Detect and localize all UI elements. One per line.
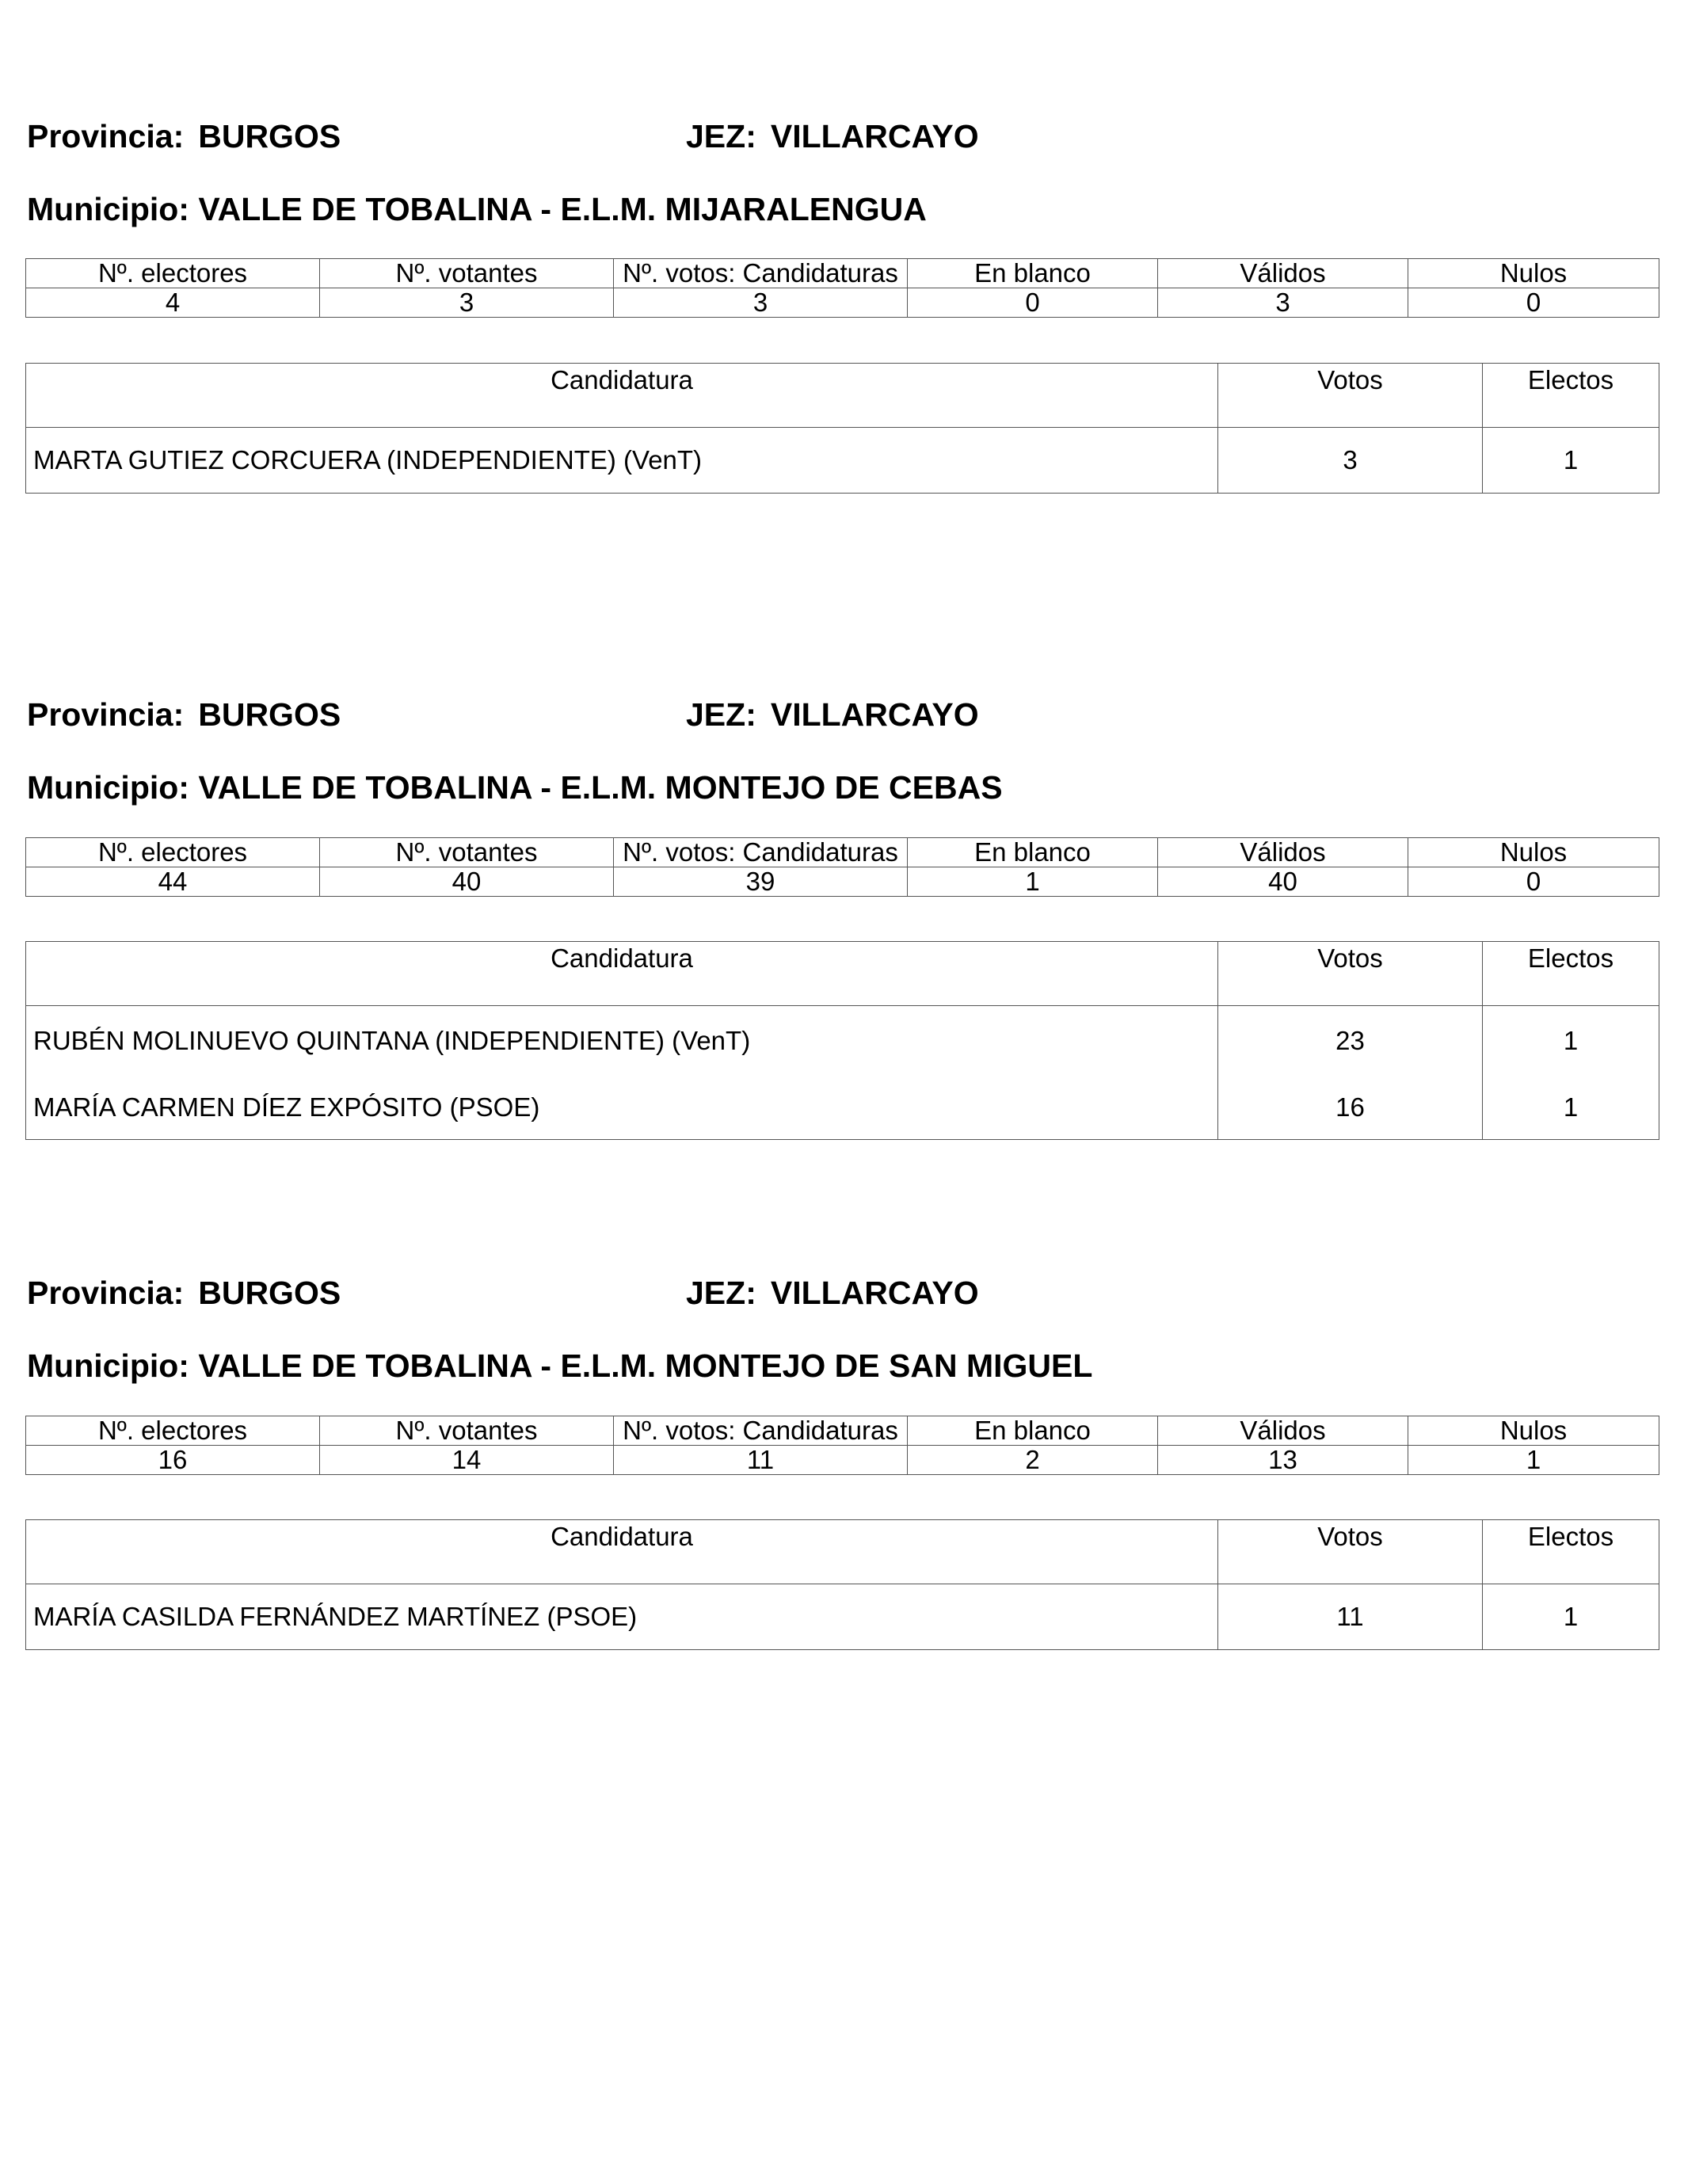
candidatura-header: Candidatura bbox=[26, 942, 1218, 1006]
candidate-row bbox=[26, 428, 1659, 494]
votos-header: Votos bbox=[1218, 364, 1483, 428]
stat-header: Nº. votos: Candidaturas bbox=[614, 1416, 908, 1446]
stat-header: Nulos bbox=[1408, 838, 1659, 867]
stat-value: 13 bbox=[1158, 1446, 1408, 1475]
candidate-name: MARÍA CASILDA FERNÁNDEZ MARTÍNEZ (PSOE) bbox=[26, 1584, 1218, 1650]
jez-value: VILLARCAYO bbox=[770, 1275, 979, 1311]
stat-header: Nº. votos: Candidaturas bbox=[614, 259, 908, 288]
stat-header: Nº. votantes bbox=[320, 259, 614, 288]
stats-value-row bbox=[26, 1446, 1659, 1475]
stat-value: 44 bbox=[26, 867, 320, 897]
jez-label: JEZ: bbox=[686, 696, 756, 733]
stat-value: 3 bbox=[1158, 288, 1408, 318]
stat-value: 39 bbox=[614, 867, 908, 897]
jez-label: JEZ: bbox=[686, 1275, 756, 1311]
stat-value: 40 bbox=[320, 867, 614, 897]
jez-value: VILLARCAYO bbox=[770, 696, 979, 733]
candidate-votos: 11 bbox=[1218, 1584, 1483, 1650]
stat-header: En blanco bbox=[908, 259, 1158, 288]
candidatura-header: Candidatura bbox=[26, 364, 1218, 428]
stat-header: Nulos bbox=[1408, 259, 1659, 288]
candidate-name: MARÍA CARMEN DÍEZ EXPÓSITO (PSOE) bbox=[26, 1076, 1218, 1140]
provincia-line bbox=[27, 696, 341, 733]
candidates-table bbox=[25, 941, 1659, 1140]
municipio-label: Municipio: bbox=[27, 191, 189, 227]
votos-header: Votos bbox=[1218, 942, 1483, 1006]
stat-value: 0 bbox=[908, 288, 1158, 318]
candidate-row bbox=[26, 1006, 1659, 1077]
provincia-value: BURGOS bbox=[198, 118, 341, 154]
jez-label: JEZ: bbox=[686, 118, 756, 154]
stat-header: Nulos bbox=[1408, 1416, 1659, 1446]
jez-line bbox=[686, 120, 979, 153]
provincia-label: Provincia: bbox=[27, 696, 185, 733]
provincia-value: BURGOS bbox=[198, 696, 341, 733]
candidate-electos: 1 bbox=[1483, 1584, 1659, 1650]
candidate-votos: 23 bbox=[1218, 1006, 1483, 1077]
provincia-line bbox=[27, 1277, 341, 1309]
jez-line bbox=[686, 696, 979, 733]
municipio-line bbox=[27, 1347, 1093, 1384]
municipio-line bbox=[27, 193, 927, 226]
candidatura-header: Candidatura bbox=[26, 1520, 1218, 1584]
candidates-table bbox=[25, 363, 1659, 494]
stat-header: En blanco bbox=[908, 838, 1158, 867]
stat-value: 11 bbox=[614, 1446, 908, 1475]
stats-table bbox=[25, 258, 1659, 318]
stat-header: Nº. votos: Candidaturas bbox=[614, 838, 908, 867]
electos-header: Electos bbox=[1483, 1520, 1659, 1584]
candidate-electos: 1 bbox=[1483, 428, 1659, 494]
jez-line bbox=[686, 1277, 979, 1309]
provincia-line bbox=[27, 120, 341, 153]
votos-header: Votos bbox=[1218, 1520, 1483, 1584]
stat-header: Válidos bbox=[1158, 1416, 1408, 1446]
municipio-value: VALLE DE TOBALINA - E.L.M. MONTEJO DE SAN MIGUEL bbox=[198, 1347, 1093, 1384]
stat-header: Válidos bbox=[1158, 259, 1408, 288]
municipio-label: Municipio: bbox=[27, 1347, 189, 1384]
stat-header: En blanco bbox=[908, 1416, 1158, 1446]
stats-value-row bbox=[26, 288, 1659, 318]
stats-value-row bbox=[26, 867, 1659, 897]
stat-header: Nº. votantes bbox=[320, 1416, 614, 1446]
stat-value: 3 bbox=[320, 288, 614, 318]
stat-header: Nº. electores bbox=[26, 838, 320, 867]
stats-header-row bbox=[26, 1416, 1659, 1446]
stat-value: 14 bbox=[320, 1446, 614, 1475]
provincia-label: Provincia: bbox=[27, 1275, 185, 1311]
stat-value: 0 bbox=[1408, 867, 1659, 897]
stats-table bbox=[25, 1416, 1659, 1475]
stat-value: 0 bbox=[1408, 288, 1659, 318]
candidate-votos: 3 bbox=[1218, 428, 1483, 494]
stat-value: 4 bbox=[26, 288, 320, 318]
provincia-label: Provincia: bbox=[27, 118, 185, 154]
municipio-label: Municipio: bbox=[27, 769, 189, 806]
candidate-electos: 1 bbox=[1483, 1076, 1659, 1140]
candidates-header-row bbox=[26, 364, 1659, 428]
electos-header: Electos bbox=[1483, 364, 1659, 428]
stat-header: Válidos bbox=[1158, 838, 1408, 867]
candidate-votos: 16 bbox=[1218, 1076, 1483, 1140]
stats-header-row bbox=[26, 259, 1659, 288]
candidates-header-row bbox=[26, 1520, 1659, 1584]
provincia-value: BURGOS bbox=[198, 1275, 341, 1311]
stat-value: 3 bbox=[614, 288, 908, 318]
municipio-line bbox=[27, 769, 1003, 806]
stat-value: 40 bbox=[1158, 867, 1408, 897]
municipio-value: VALLE DE TOBALINA - E.L.M. MONTEJO DE CEBAS bbox=[198, 769, 1003, 806]
stats-table bbox=[25, 837, 1659, 897]
stat-header: Nº. votantes bbox=[320, 838, 614, 867]
candidate-electos: 1 bbox=[1483, 1006, 1659, 1077]
candidates-table bbox=[25, 1519, 1659, 1650]
jez-value: VILLARCAYO bbox=[770, 118, 979, 154]
stat-value: 1 bbox=[1408, 1446, 1659, 1475]
candidate-row bbox=[26, 1076, 1659, 1140]
municipio-value: VALLE DE TOBALINA - E.L.M. MIJARALENGUA bbox=[198, 191, 927, 227]
electos-header: Electos bbox=[1483, 942, 1659, 1006]
stat-header: Nº. electores bbox=[26, 259, 320, 288]
stats-header-row bbox=[26, 838, 1659, 867]
stat-header: Nº. electores bbox=[26, 1416, 320, 1446]
candidate-name: RUBÉN MOLINUEVO QUINTANA (INDEPENDIENTE) (VenT) bbox=[26, 1006, 1218, 1077]
stat-value: 1 bbox=[908, 867, 1158, 897]
stat-value: 2 bbox=[908, 1446, 1158, 1475]
candidate-name: MARTA GUTIEZ CORCUERA (INDEPENDIENTE) (VenT) bbox=[26, 428, 1218, 494]
candidates-header-row bbox=[26, 942, 1659, 1006]
stat-value: 16 bbox=[26, 1446, 320, 1475]
candidate-row bbox=[26, 1584, 1659, 1650]
